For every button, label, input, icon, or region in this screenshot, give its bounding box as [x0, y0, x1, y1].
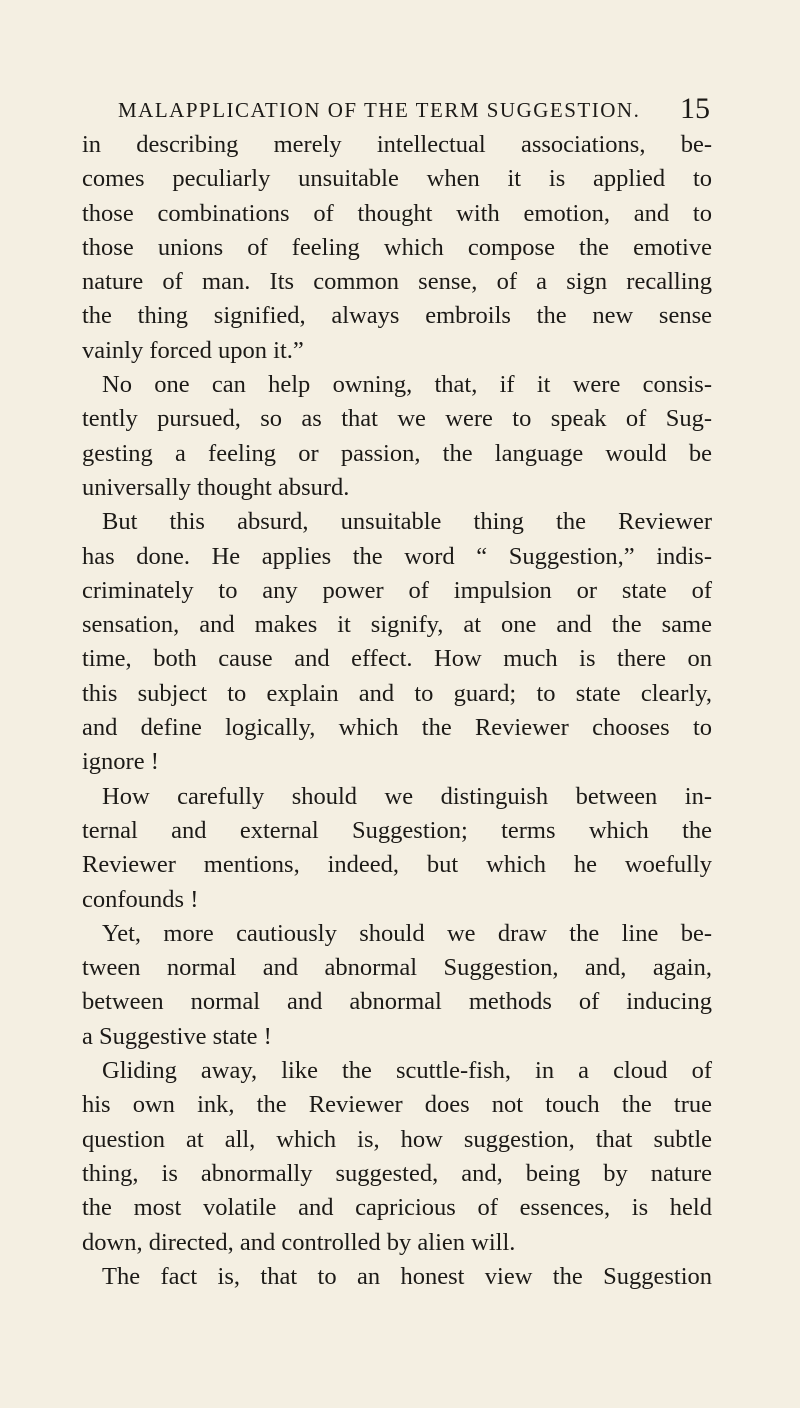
text-line: universally thought absurd. — [82, 473, 350, 501]
text-line: those combinations of thought with emotion, and to — [82, 199, 712, 227]
text-line: But this absurd, unsuitable thing the Reviewer — [102, 508, 712, 536]
text-line: a Suggestive state ! — [82, 1022, 272, 1050]
text-line: gesting a feeling or passion, the language would be — [82, 439, 712, 467]
text-line: time, both cause and effect. How much is there on — [82, 645, 712, 673]
text-line: thing, is abnormally suggested, and, being by nature — [82, 1159, 712, 1187]
text-line: the most volatile and capricious of essences, is held — [82, 1194, 712, 1222]
running-head — [118, 92, 710, 126]
text-line: in describing merely intellectual associations, be- — [82, 131, 712, 158]
text-line: nature of man. Its common sense, of a sign recalling — [82, 268, 712, 296]
running-title: MALAPPLICATION OF THE TERM SUGGESTION. — [118, 98, 641, 122]
text-line: between normal and abnormal methods of inducing — [82, 988, 712, 1016]
text-line: How carefully should we distinguish between in- — [102, 782, 712, 810]
page-number: 15 — [680, 92, 710, 125]
text-line: ternal and external Suggestion; terms which the — [82, 816, 712, 844]
text-line: ignore ! — [82, 748, 159, 776]
text-line: has done. He applies the word “ Suggestion,” indis- — [82, 542, 712, 570]
text-line: Gliding away, like the scuttle-fish, in a cloud of — [102, 1057, 712, 1085]
text-line: his own ink, the Reviewer does not touch the true — [82, 1091, 712, 1119]
text-line: tween normal and abnormal Suggestion, and, again, — [82, 954, 712, 982]
text-line: Reviewer mentions, indeed, but which he woefully — [82, 851, 712, 879]
text-line: Yet, more cautiously should we draw the line be- — [102, 919, 712, 947]
text-line: The fact is, that to an honest view the Suggestion — [102, 1262, 712, 1290]
text-line: and define logically, which the Reviewer chooses to — [82, 714, 712, 742]
text-line: down, directed, and controlled by alien will. — [82, 1228, 516, 1256]
text-line: vainly forced upon it.” — [82, 336, 304, 364]
text-line: criminately to any power of impulsion or state of — [82, 576, 712, 604]
text-line: the thing signified, always embroils the new sense — [82, 302, 712, 330]
text-line: tently pursued, so as that we were to speak of Sug- — [82, 405, 712, 433]
text-line: question at all, which is, how suggestion, that subtle — [82, 1125, 712, 1153]
text-line: comes peculiarly unsuitable when it is applied to — [82, 165, 712, 193]
text-line: confounds ! — [82, 885, 199, 913]
text-line: those unions of feeling which compose the emotive — [82, 233, 712, 261]
body-text — [82, 128, 712, 1294]
text-line: No one can help owning, that, if it were consis- — [102, 371, 712, 399]
text-line: sensation, and makes it signify, at one and the same — [82, 611, 712, 639]
text-line: this subject to explain and to guard; to state clearly, — [82, 679, 712, 707]
